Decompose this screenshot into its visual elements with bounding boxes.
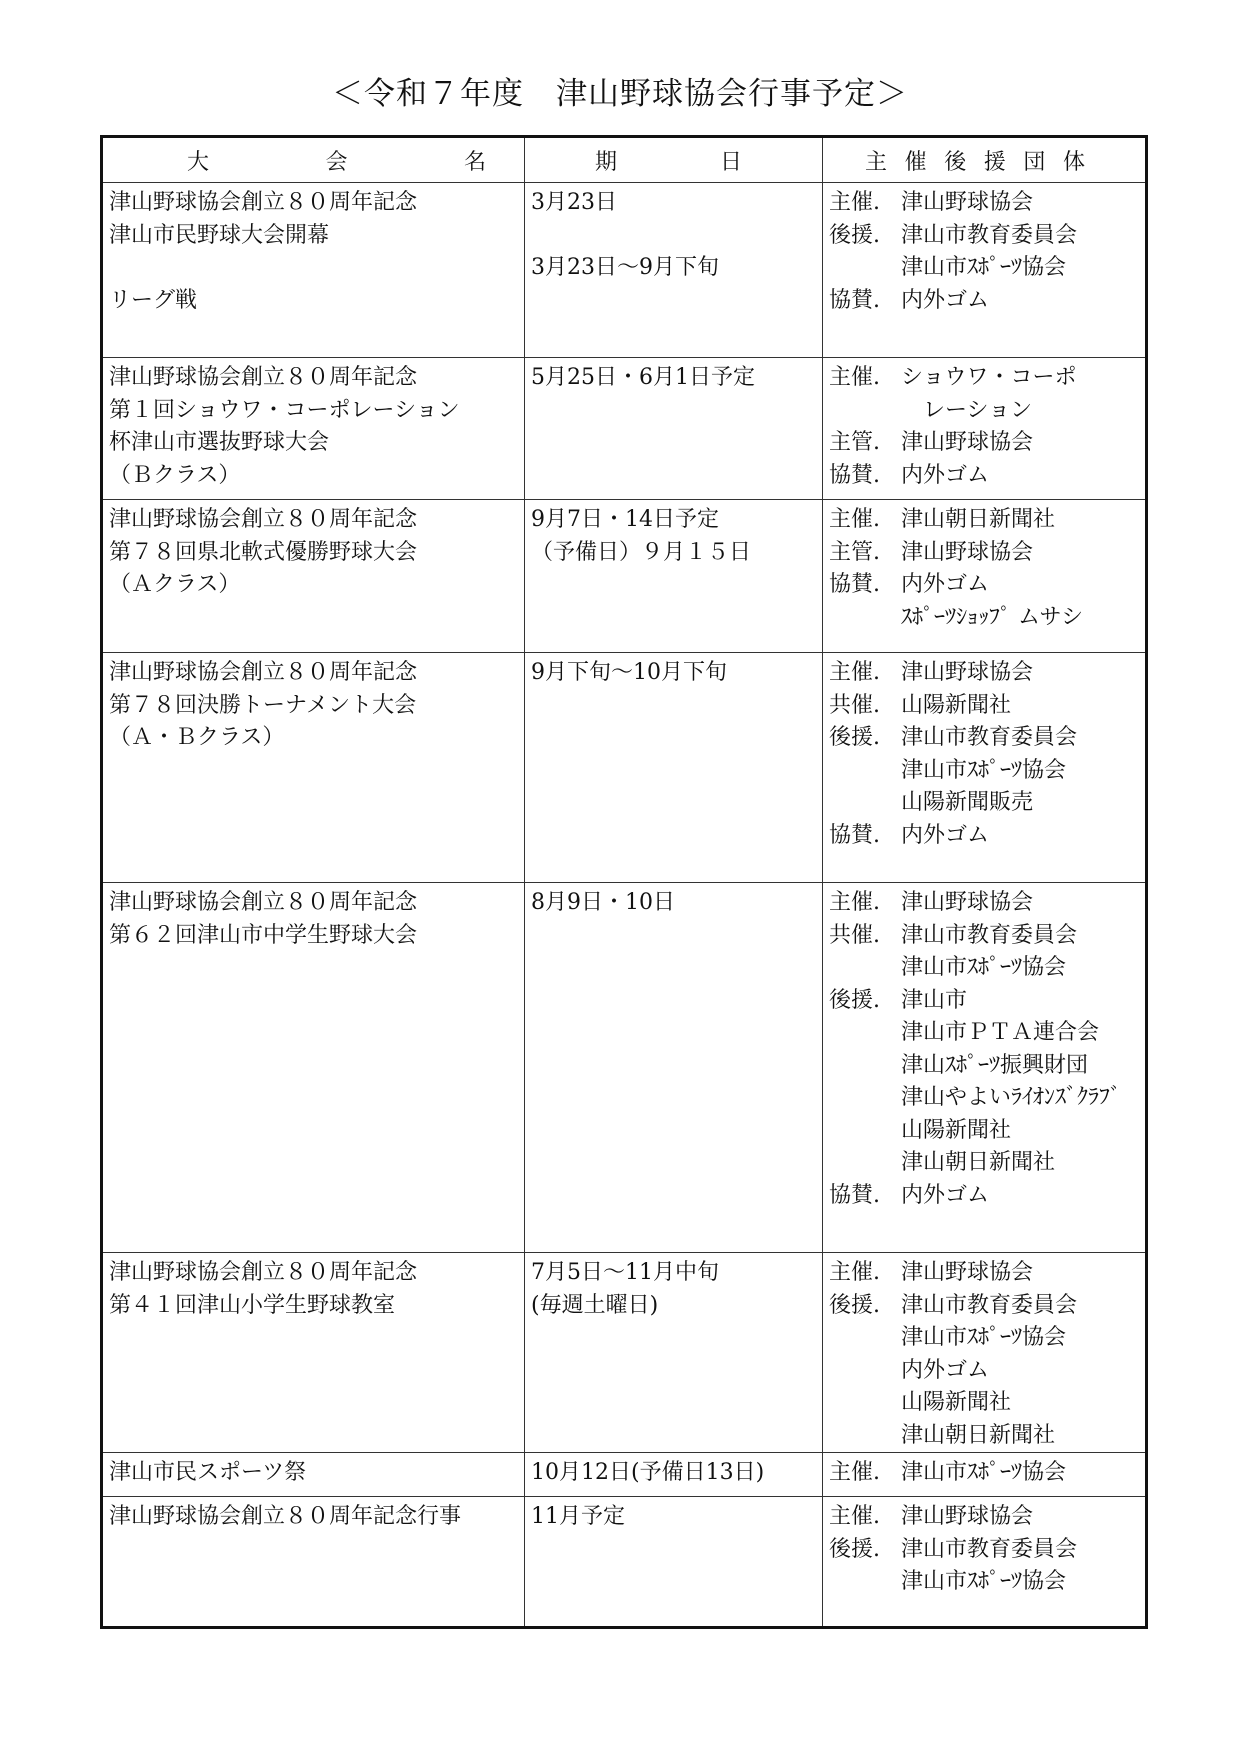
organizer-name: 津山市: [901, 987, 968, 1013]
organizer-line: [829, 1420, 1139, 1453]
event-date-cell: [525, 653, 823, 883]
header-char: 援: [983, 149, 1006, 175]
organizer-lines: [823, 1253, 1145, 1452]
organizer-role: 後援.: [829, 987, 880, 1013]
organizer-name: 津山市ｽﾎﾟｰﾂ協会: [901, 955, 1067, 980]
header-date: [525, 137, 823, 183]
organizer-line: [829, 920, 1139, 953]
event-date-lines: [525, 883, 822, 920]
organizers-cell: [823, 1453, 1147, 1497]
header-event-name: [102, 137, 525, 183]
organizer-role: [829, 787, 901, 820]
header-char: 後: [944, 149, 967, 175]
organizers-cell: [823, 183, 1147, 358]
organizer-role: 主催.: [829, 1260, 880, 1285]
organizer-role: 協賛.: [829, 462, 880, 488]
organizer-role: [829, 1420, 901, 1453]
organizer-name: 津山市ｽﾎﾟｰﾂ協会: [901, 757, 1067, 783]
organizer-role: 主管.: [829, 430, 880, 455]
header-char: 会: [325, 149, 348, 175]
organizer-name: 津山市ｽﾎﾟｰﾂ協会: [901, 255, 1067, 280]
organizer-role: 主催.: [829, 890, 880, 915]
organizer-line: [829, 285, 1139, 318]
event-name-cell: [102, 1497, 525, 1628]
event-name-line: （Ａクラス）: [109, 572, 241, 597]
table-row: [102, 358, 1147, 500]
event-name-line: 津山野球協会創立８０周年記念: [109, 1260, 418, 1285]
organizer-name: 津山やよいﾗｲｵﾝｽﾞｸﾗﾌﾞ: [901, 1085, 1122, 1110]
organizer-lines: [823, 183, 1145, 317]
organizer-name: 津山野球協会: [901, 430, 1034, 455]
table-row: [102, 653, 1147, 883]
organizer-line: [829, 537, 1139, 570]
organizer-role: 主催.: [829, 1504, 880, 1529]
event-name-line: 津山市民スポーツ祭: [109, 1460, 307, 1485]
organizer-line: [829, 690, 1139, 723]
organizer-role: 主催.: [829, 1460, 880, 1485]
organizer-line: [829, 395, 1139, 428]
event-name-cell: [102, 1253, 525, 1453]
event-date-cell: [525, 358, 823, 500]
organizer-name: 内外ゴム: [901, 1357, 990, 1383]
organizer-name: 津山市ｽﾎﾟｰﾂ協会: [901, 1569, 1067, 1594]
event-date-line: 8月9日・10日: [531, 890, 675, 915]
organizer-name: 津山市ＰＴＡ連合会: [901, 1020, 1100, 1045]
event-name-line: 津山野球協会創立８０周年記念: [109, 660, 418, 685]
organizer-role: [829, 1355, 901, 1388]
event-name-line: リーグ戦: [109, 287, 198, 313]
event-name-cell: [102, 500, 525, 653]
organizer-line: [829, 1017, 1139, 1050]
organizer-line: [829, 569, 1139, 602]
organizer-line: [829, 362, 1139, 395]
organizer-role: [829, 602, 901, 635]
event-schedule-table: [100, 135, 1148, 1629]
organizer-role: [829, 1115, 901, 1148]
organizer-name: 津山ｽﾎﾟｰﾂ振興財団: [901, 1052, 1089, 1078]
table-row: [102, 500, 1147, 653]
header-char: 体: [1062, 149, 1085, 175]
organizer-name: 津山野球協会: [901, 1260, 1034, 1285]
event-name-cell: [102, 883, 525, 1253]
header-char: 大: [187, 149, 210, 175]
event-date-line: 7月5日～11月中旬: [531, 1260, 719, 1285]
organizers-cell: [823, 1497, 1147, 1628]
event-date-cell: [525, 183, 823, 358]
organizer-name: 津山市教育委員会: [901, 725, 1078, 750]
organizer-role: [829, 1387, 901, 1420]
header-char: 日: [719, 149, 742, 175]
organizer-line: [829, 887, 1139, 920]
organizer-line: [829, 1501, 1139, 1534]
organizer-name: 山陽新聞社: [901, 692, 1012, 718]
organizer-name: 津山野球協会: [901, 890, 1034, 915]
event-date-lines: [525, 183, 822, 285]
event-date-line: 9月下旬～10月下旬: [531, 660, 727, 685]
organizer-line: [829, 1355, 1139, 1388]
organizer-line: [829, 504, 1139, 537]
organizer-name: 津山市教育委員会: [901, 922, 1078, 948]
event-name-lines: [103, 183, 524, 317]
organizer-name: 津山朝日新聞社: [901, 507, 1056, 532]
organizer-role: 後援.: [829, 725, 880, 750]
organizer-role: 後援.: [829, 1292, 880, 1318]
organizer-line: [829, 1147, 1139, 1180]
header-char: 催: [904, 149, 927, 175]
organizer-line: [829, 1290, 1139, 1323]
organizer-role: [829, 755, 901, 788]
organizers-cell: [823, 653, 1147, 883]
event-name-line: [109, 252, 518, 285]
organizer-lines: [823, 883, 1145, 1212]
event-name-lines: [103, 653, 524, 755]
event-name-line: （Ｂクラス）: [109, 462, 241, 488]
organizer-name: 津山朝日新聞社: [901, 1150, 1056, 1175]
event-name-line: 津山野球協会創立８０周年記念: [109, 890, 418, 915]
organizer-name: 山陽新聞社: [901, 1390, 1012, 1415]
event-date-cell: [525, 500, 823, 653]
header-organizers: [823, 137, 1147, 183]
event-date-lines: [525, 358, 822, 395]
organizer-line: [829, 1180, 1139, 1213]
organizer-name: 津山野球協会: [901, 190, 1034, 215]
event-name-line: 第７８回決勝トーナメント大会: [109, 692, 417, 718]
organizer-role: [829, 395, 901, 428]
organizer-line: [829, 1457, 1139, 1490]
organizer-line: [829, 722, 1139, 755]
event-name-cell: [102, 653, 525, 883]
table-row: [102, 1497, 1147, 1628]
table-row: [102, 883, 1147, 1253]
organizer-role: [829, 1147, 901, 1180]
organizer-role: 協賛.: [829, 1182, 880, 1208]
event-name-lines: [103, 883, 524, 952]
event-date-lines: [525, 500, 822, 569]
organizer-line: [829, 755, 1139, 788]
organizer-role: 協賛.: [829, 287, 880, 313]
organizer-line: [829, 460, 1139, 493]
event-name-lines: [103, 1253, 524, 1322]
event-name-line: 第６２回津山市中学生野球大会: [109, 922, 418, 948]
event-date-line: 10月12日(予備日13日): [531, 1460, 765, 1485]
organizer-name: 津山野球協会: [901, 660, 1034, 685]
event-date-lines: [525, 1497, 822, 1534]
event-name-cell: [102, 358, 525, 500]
organizer-role: 主催.: [829, 190, 880, 215]
organizer-role: 後援.: [829, 1536, 880, 1562]
organizer-name: レーション: [901, 397, 1033, 423]
organizer-name: ｽﾎﾟｰﾂｼｮｯﾌﾟ ムサシ: [901, 604, 1084, 630]
event-date-line: （予備日）９月１５日: [531, 539, 752, 565]
organizer-name: 内外ゴム: [901, 822, 990, 848]
organizer-lines: [823, 358, 1145, 492]
organizer-name: 内外ゴム: [901, 462, 990, 488]
organizers-cell: [823, 500, 1147, 653]
event-date-line: (毎週土曜日): [531, 1292, 659, 1318]
event-name-lines: [103, 1453, 524, 1490]
organizer-role: 後援.: [829, 222, 880, 248]
header-row: [102, 137, 1147, 183]
organizer-name: ショウワ・コーポ: [901, 365, 1077, 390]
event-name-line: 津山野球協会創立８０周年記念: [109, 190, 418, 215]
organizer-line: [829, 1257, 1139, 1290]
organizer-line: [829, 657, 1139, 690]
organizer-name: 内外ゴム: [901, 572, 990, 597]
organizer-line: [829, 1115, 1139, 1148]
organizer-line: [829, 427, 1139, 460]
organizer-role: 協賛.: [829, 572, 880, 597]
organizer-role: [829, 1017, 901, 1050]
organizer-role: [829, 1082, 901, 1115]
organizer-role: [829, 1566, 901, 1599]
event-name-line: 第７８回県北軟式優勝野球大会: [109, 539, 418, 565]
event-name-line: 津山市民野球大会開幕: [109, 222, 330, 248]
event-date-line: 11月予定: [531, 1504, 625, 1529]
event-date-lines: [525, 1453, 822, 1490]
organizer-name: 山陽新聞社: [901, 1117, 1012, 1143]
organizer-line: [829, 952, 1139, 985]
organizer-line: [829, 1566, 1139, 1599]
organizer-line: [829, 187, 1139, 220]
organizer-role: 共催.: [829, 692, 880, 718]
organizer-role: 主管.: [829, 539, 880, 565]
organizer-role: 主催.: [829, 365, 880, 390]
organizer-name: 津山市教育委員会: [901, 1536, 1078, 1562]
event-name-lines: [103, 1497, 524, 1534]
event-date-line: 3月23日: [531, 190, 617, 215]
organizer-role: 主催.: [829, 660, 880, 685]
event-name-line: 第４１回津山小学生野球教室: [109, 1292, 396, 1318]
organizer-line: [829, 787, 1139, 820]
event-name-cell: [102, 1453, 525, 1497]
event-name-line: 津山野球協会創立８０周年記念: [109, 507, 418, 532]
event-name-line: （Ａ・Ｂクラス）: [109, 725, 285, 750]
event-date-line: 5月25日・6月1日予定: [531, 365, 755, 390]
event-date-cell: [525, 1497, 823, 1628]
header-char: 団: [1023, 149, 1046, 175]
organizer-role: 主催.: [829, 507, 880, 532]
organizer-line: [829, 1534, 1139, 1567]
event-name-line: 津山野球協会創立８０周年記念行事: [109, 1504, 462, 1529]
organizer-name: 津山野球協会: [901, 539, 1034, 565]
organizers-cell: [823, 1253, 1147, 1453]
organizer-lines: [823, 1453, 1145, 1490]
page-title: ＜令和７年度 津山野球協会行事予定＞: [332, 76, 908, 112]
organizer-line: [829, 1050, 1139, 1083]
organizer-line: [829, 985, 1139, 1018]
organizer-lines: [823, 653, 1145, 852]
header-char: 期: [595, 149, 618, 175]
event-name-line: 杯津山市選抜野球大会: [109, 430, 330, 455]
event-date-lines: [525, 1253, 822, 1322]
organizer-name: 山陽新聞販売: [901, 790, 1034, 815]
organizer-name: 津山野球協会: [901, 1504, 1034, 1529]
table-row: [102, 1253, 1147, 1453]
organizer-role: [829, 1322, 901, 1355]
event-name-line: 津山野球協会創立８０周年記念: [109, 365, 418, 390]
event-date-cell: [525, 1253, 823, 1453]
event-date-cell: [525, 883, 823, 1253]
event-date-line: 9月7日・14日予定: [531, 507, 719, 532]
organizer-name: 内外ゴム: [901, 1182, 990, 1208]
organizers-cell: [823, 358, 1147, 500]
event-date-lines: [525, 653, 822, 690]
organizer-name: 津山市教育委員会: [901, 222, 1078, 248]
event-name-line: 第１回ショウワ・コーポレーション: [109, 397, 460, 423]
table-row: [102, 183, 1147, 358]
organizer-role: 共催.: [829, 922, 880, 948]
header-char: 主: [865, 149, 888, 175]
organizer-name: 津山市ｽﾎﾟｰﾂ協会: [901, 1325, 1067, 1350]
organizer-role: [829, 252, 901, 285]
organizer-line: [829, 1387, 1139, 1420]
event-name-lines: [103, 358, 524, 492]
organizer-lines: [823, 1497, 1145, 1599]
organizer-line: [829, 220, 1139, 253]
organizer-role: [829, 1050, 901, 1083]
organizer-line: [829, 252, 1139, 285]
event-name-cell: [102, 183, 525, 358]
organizers-cell: [823, 883, 1147, 1253]
organizer-lines: [823, 500, 1145, 634]
organizer-name: 内外ゴム: [901, 287, 990, 313]
organizer-line: [829, 602, 1139, 635]
organizer-line: [829, 1322, 1139, 1355]
organizer-role: [829, 952, 901, 985]
organizer-name: 津山朝日新聞社: [901, 1422, 1056, 1448]
organizer-line: [829, 820, 1139, 853]
header-char: 名: [463, 149, 486, 175]
organizer-line: [829, 1082, 1139, 1115]
table-row: [102, 1453, 1147, 1497]
event-name-lines: [103, 500, 524, 602]
event-date-cell: [525, 1453, 823, 1497]
organizer-role: 協賛.: [829, 822, 880, 848]
organizer-name: 津山市教育委員会: [901, 1292, 1078, 1318]
organizer-name: 津山市ｽﾎﾟｰﾂ協会: [901, 1460, 1067, 1485]
event-date-line: [531, 220, 816, 253]
event-date-line: 3月23日～9月下旬: [531, 255, 719, 280]
